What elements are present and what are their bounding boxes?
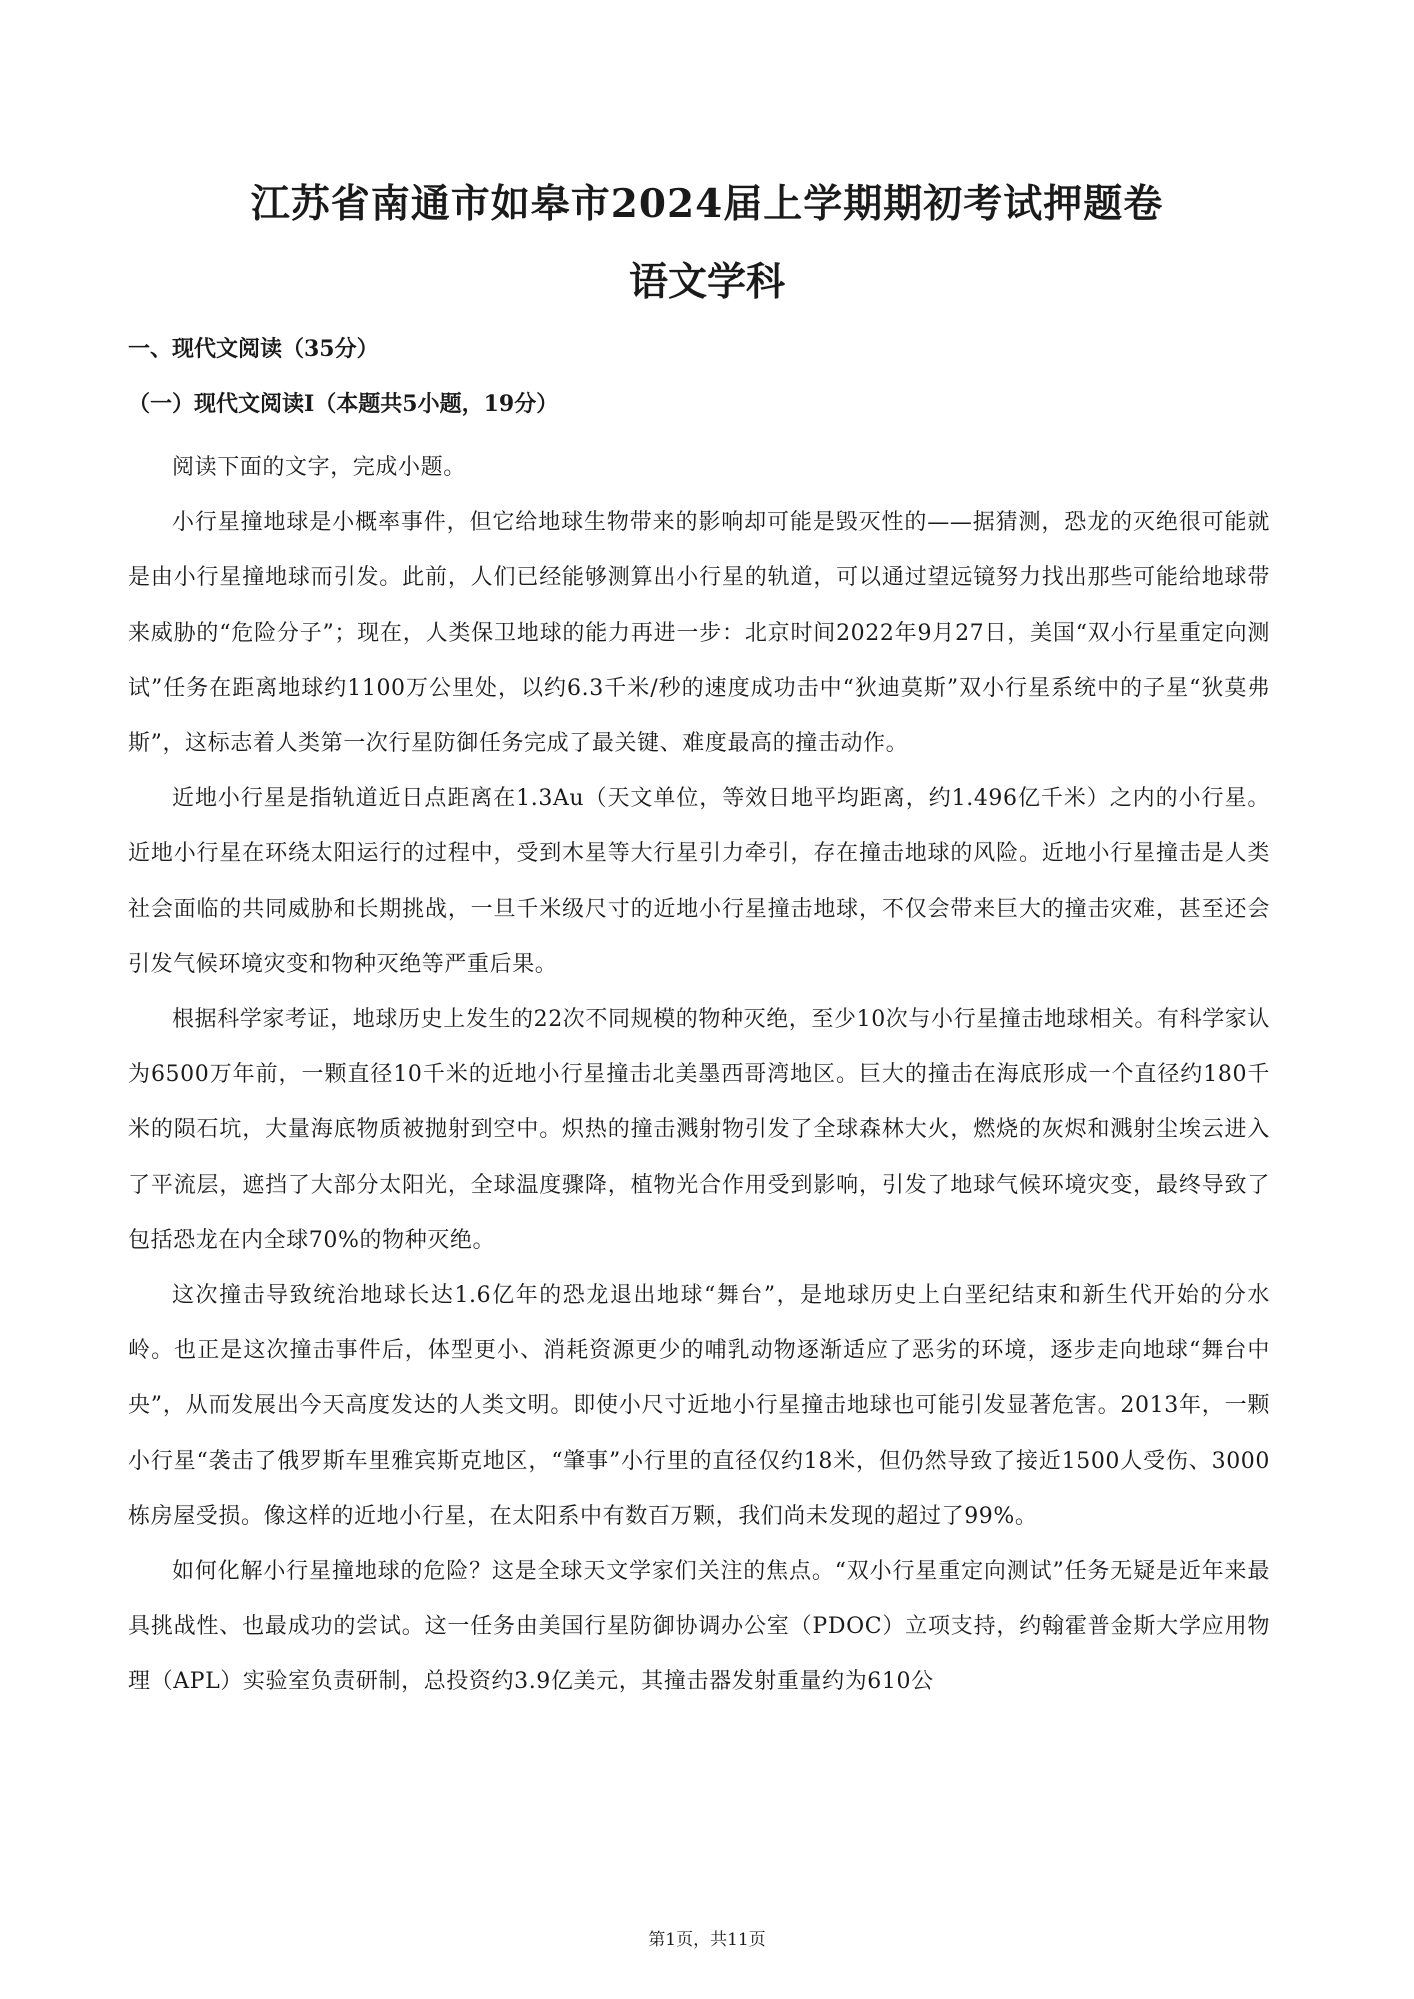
passage-paragraph-1: 小行星撞地球是小概率事件，但它给地球生物带来的影响却可能是毁灭性的——据猜测，恐龙的灭绝很可能就是由小行星撞地球而引发。此前，人们已经能够测算出小行星的轨道，可以通过望远镜努力找出那些可能给地球带来威胁的“危险分子”；现在，人类保卫地球的能力再进一步：北京时间2022年9月27日，美国“双小行星重定向测试”任务在距离地球约1100万公里处，以约6.3千米/秒的速度成功击中“狄迪莫斯”双小行星系统中的子星“狄莫弗斯”，这标志着人类第一次行星防御任务完成了最关键、难度最高的撞击动作。 [128,510,1270,757]
section-heading: 一、现代文阅读（35分） [128,336,379,362]
page-footer: 第1页，共11页 [648,1930,766,1950]
passage-paragraph-3: 根据科学家考证，地球历史上发生的22次不同规模的物种灭绝，至少10次与小行星撞击地球相关。有科学家认为6500万年前，一颗直径10千米的近地小行星撞击北美墨西哥湾地区。巨大的撞击在海底形成一个直径约180千米的陨石坑，大量海底物质被抛射到空中。炽热的撞击溅射物引发了全球森林大火，燃烧的灰烬和溅射尘埃云进入了平流层，遮挡了大部分太阳光，全球温度骤降，植物光合作用受到影响，引发了地球气候环境灾变，最终导致了包括恐龙在内全球70%的物种灭绝。 [128,1007,1270,1253]
passage-paragraph-5: 如何化解小行星撞地球的危险？这是全球天文学家们关注的焦点。“双小行星重定向测试”任务无疑是近年来最具挑战性、也最成功的尝试。这一任务由美国行星防御协调办公室（PDOC）立项支持，约翰霍普金斯大学应用物理（APL）实验室负责研制，总投资约3.9亿美元，其撞击器发射重量约为610公 [128,1559,1270,1695]
reading-passage [128,440,1270,1710]
exam-title: 江苏省南通市如皋市2024届上学期期初考试押题卷 [250,181,1164,227]
instruction-paragraph: 阅读下面的文字，完成小题。 [172,455,466,480]
subject-title: 语文学科 [628,259,785,305]
subsection-heading: （一）现代文阅读Ⅰ（本题共5小题，19分） [128,391,559,417]
passage-paragraph-4: 这次撞击导致统治地球长达1.6亿年的恐龙退出地球“舞台”，是地球历史上白垩纪结束和新生代开始的分水岭。也正是这次撞击事件后，体型更小、消耗资源更少的哺乳动物逐渐适应了恶劣的环境，逐步走向地球“舞台中央”，从而发展出今天高度发达的人类文明。即使小尺寸近地小行星撞击地球也可能引发显著危害。2013年，一颗小行星“袭击了俄罗斯车里雅宾斯克地区，“肇事”小行里的直径仅约18米，但仍然导致了接近1500人受伤、3000栋房屋受损。像这样的近地小行星，在太阳系中有数百万颗，我们尚未发现的超过了99%。 [128,1283,1270,1529]
passage-paragraph-2: 近地小行星是指轨道近日点距离在1.3Au（天文单位，等效日地平均距离，约1.496亿千米）之内的小行星。近地小行星在环绕太阳运行的过程中，受到木星等大行星引力牵引，存在撞击地球的风险。近地小行星撞击是人类社会面临的共同威胁和长期挑战，一旦千米级尺寸的近地小行星撞击地球，不仅会带来巨大的撞击灾难，甚至还会引发气候环境灾变和物种灭绝等严重后果。 [128,786,1270,977]
